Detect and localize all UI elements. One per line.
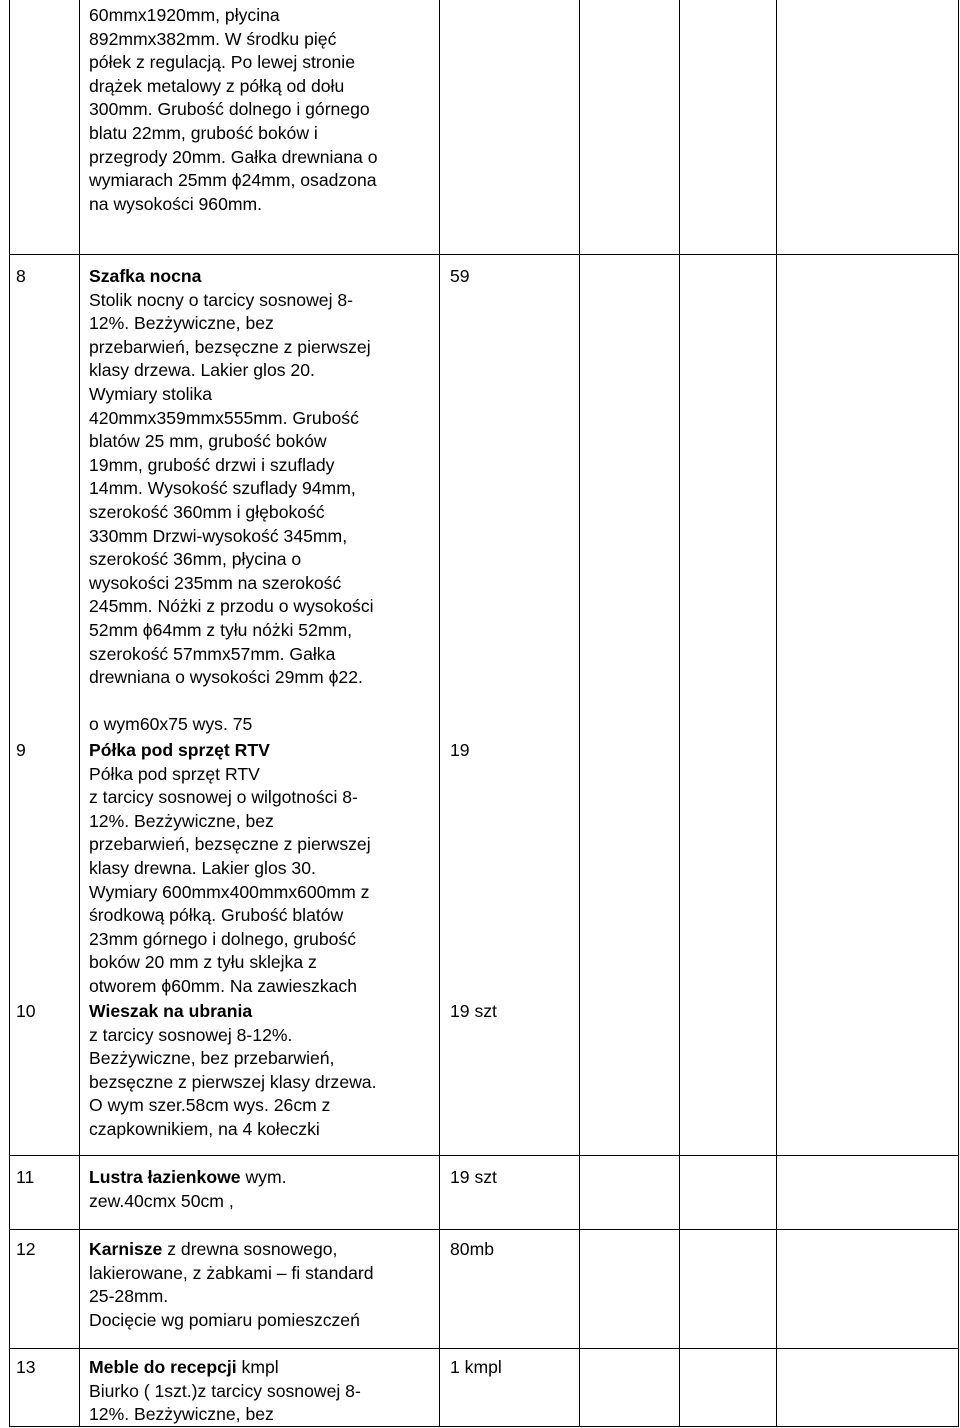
item-description: Wieszak na ubrania z tarcicy sosnowej 8-12%. Bezżywiczne, bez przebarwień, bezsęczne z pierwszej klasy drzewa. O wym szer.58cm wys. 26cm z czapkownikiem, na 4 kołeczki [89, 1001, 377, 1139]
item-quantity: 19 szt [450, 1001, 497, 1021]
item-description: Półka pod sprzęt RTV Półka pod sprzęt RTV z tarcicy sosnowej o wilgotności 8- 12%. Bezżywiczne, bez przebarwień, bezsęczne z pierwszej klasy drewna. Lakier glos 30. Wymiary 600mmx400mmx600mm z środkową półką. Grubość blatów 23mm górnego i dolnego, grubość boków 20 mm z tyłu sklejka z otworem ϕ60mm. Na zawieszkach [89, 740, 371, 996]
item-number: 11 [16, 1167, 35, 1187]
row-divider [9, 1348, 959, 1349]
column-divider [679, 0, 680, 1427]
column-divider [79, 0, 80, 1427]
item-description: Meble do recepcji kmpl Biurko ( 1szt.)z tarcicy sosnowej 8- 12%. Bezżywiczne, bez [89, 1357, 361, 1425]
item-description: Lustra łazienkowe wym. zew.40cmx 50cm , [89, 1167, 287, 1211]
item-number: 8 [16, 266, 26, 286]
item-title: Karnisze [89, 1239, 163, 1259]
item-description: Szafka nocna Stolik nocny o tarcicy sosnowej 8- 12%. Bezżywiczne, bez przebarwień, bezsęczne z pierwszej klasy drzewa. Lakier glos 20. Wymiary stolika 420mmx359mmx555mm. Grubość blatów 25 mm, grubość boków 19mm, grubość drzwi i szuflady 14mm. Wysokość szuflady 94mm, szerokość 360mm i głębokość 330mm Drzwi-wysokość 345mm, szerokość 36mm, płycina o wysokości 235mm na szerokość 245mm. Nóżki z przodu o wysokości 52mm ϕ64mm z tyłu nóżki 52mm, szerokość 57mmx57mm. Gałka drewniana o wysokości 29mm ϕ22. o wym60x75 wys. 75 [89, 266, 374, 735]
item-title: Szafka nocna [89, 266, 202, 286]
item-quantity: 80mb [450, 1239, 495, 1259]
item-number: 10 [16, 1001, 36, 1021]
item-quantity: 1 kmpl [450, 1357, 502, 1377]
item-description: Karnisze z drewna sosnowego, lakierowane, z żabkami – fi standard 25-28mm. Docięcie wg pomiaru pomieszczeń [89, 1239, 374, 1330]
item-title: Wieszak na ubrania [89, 1001, 253, 1021]
row-divider [9, 1229, 959, 1230]
column-divider [439, 0, 440, 1427]
item-quantity: 19 szt [450, 1167, 497, 1187]
item-number: 12 [16, 1239, 36, 1259]
row-divider [9, 1155, 959, 1156]
table-left-border [9, 0, 10, 1427]
column-divider [579, 0, 580, 1427]
item-number: 9 [16, 740, 26, 760]
item-quantity: 19 [450, 740, 470, 760]
column-divider [776, 0, 777, 1427]
item-title: Półka pod sprzęt RTV [89, 740, 270, 760]
item-description: 60mmx1920mm, płycina 892mmx382mm. W środku pięć półek z regulacją. Po lewej stronie drążek metalowy z półką od dołu 300mm. Grubość dolnego i górnego blatu 22mm, grubość boków i przegrody 20mm. Gałka drewniana o wymiarach 25mm ϕ24mm, osadzona na wysokości 960mm. [89, 5, 378, 214]
item-quantity: 59 [450, 266, 470, 286]
item-number: 13 [16, 1357, 36, 1377]
item-title: Lustra łazienkowe [89, 1167, 241, 1187]
item-title: Meble do recepcji [89, 1357, 237, 1377]
table-right-border [958, 0, 959, 1427]
row-divider [9, 254, 959, 255]
